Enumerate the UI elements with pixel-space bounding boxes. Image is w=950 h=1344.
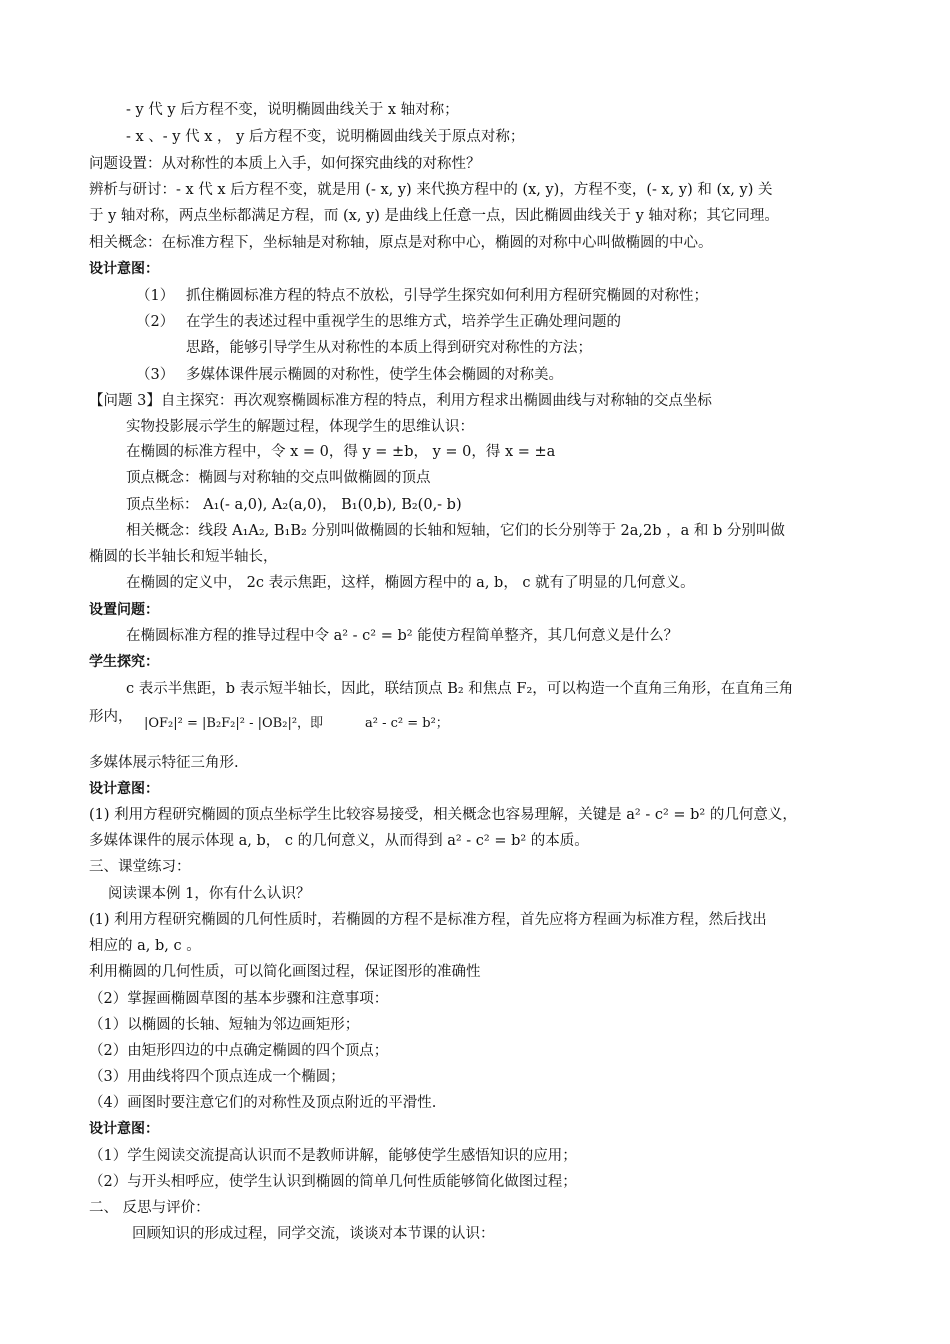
text-line: 形内， bbox=[89, 709, 133, 725]
text-line: 辨析与研讨：- x 代 x 后方程不变，就是用 (- x, y) 来代换方程中的 (x, y)，方程不变，(- x, y) 和 (x, y) 关 bbox=[89, 182, 773, 198]
section-heading: 设计意图： bbox=[89, 261, 159, 277]
text-line: 问题设置：从对称性的本质上入手，如何探究曲线的对称性？ bbox=[89, 156, 481, 172]
text-line: 在椭圆的标准方程中，令 x = 0，得 y = ±b， y = 0，得 x = ±a bbox=[126, 444, 556, 460]
section-heading: 设计意图： bbox=[89, 1121, 159, 1137]
section-heading: 设置问题： bbox=[89, 602, 159, 618]
text-line: 相关概念：在标准方程下，坐标轴是对称轴，原点是对称中心，椭圆的对称中心叫做椭圆的中心。 bbox=[89, 235, 713, 251]
text-line: （2）与开头相呼应，使学生认识到椭圆的简单几何性质能够简化做图过程； bbox=[89, 1174, 577, 1190]
list-number: （1） bbox=[136, 288, 175, 304]
list-item: 多媒体课件展示椭圆的对称性，使学生体会椭圆的对称美。 bbox=[186, 367, 563, 383]
text-line: 利用椭圆的几何性质，可以简化画图过程，保证图形的准确性 bbox=[89, 964, 481, 980]
text-line: 在椭圆的定义中， 2c 表示焦距，这样，椭圆方程中的 a, b， c 就有了明显的几何意义。 bbox=[126, 575, 695, 591]
text-line: (1) 利用方程研究椭圆的顶点坐标学生比较容易接受，相关概念也容易理解，关键是 a² - c² = b² 的几何意义， bbox=[89, 807, 797, 823]
text-line: 顶点概念：椭圆与对称轴的交点叫做椭圆的顶点 bbox=[126, 470, 431, 486]
text-line: c 表示半焦距，b 表示短半轴长，因此，联结顶点 B₂ 和焦点 F₂，可以构造一个直角三角形，在直角三角 bbox=[126, 681, 794, 697]
text-line: - x 、- y 代 x ， y 后方程不变，说明椭圆曲线关于原点对称； bbox=[126, 129, 525, 145]
text-line: 在椭圆标准方程的推导过程中令 a² - c² = b² 能使方程简单整齐，其几何意义是什么？ bbox=[126, 628, 679, 644]
equation: a² - c² = b²； bbox=[365, 716, 449, 731]
equation: |OF₂|² = |B₂F₂|² - |OB₂|²，即 bbox=[144, 716, 324, 731]
text-line: 多媒体展示特征三角形. bbox=[89, 755, 239, 771]
text-line: (1) 利用方程研究椭圆的几何性质时，若椭圆的方程不是标准方程，首先应将方程画为标准方程，然后找出 bbox=[89, 912, 767, 928]
text-line: - y 代 y 后方程不变，说明椭圆曲线关于 x 轴对称； bbox=[126, 102, 459, 118]
list-number: （2） bbox=[136, 314, 175, 330]
section-heading: 学生探究： bbox=[89, 654, 159, 670]
text-line: （2）由矩形四边的中点确定椭圆的四个顶点； bbox=[89, 1043, 389, 1059]
text-line: （1）学生阅读交流提高认识而不是教师讲解，能够使学生感悟知识的应用； bbox=[89, 1148, 577, 1164]
section-heading: 三、课堂练习： bbox=[89, 859, 191, 875]
problem-heading: 【问题 3】自主探究：再次观察椭圆标准方程的特点，利用方程求出椭圆曲线与对称轴的交点坐标 bbox=[89, 393, 712, 409]
text-line: 相关概念：线段 A₁A₂, B₁B₂ 分别叫做椭圆的长轴和短轴，它们的长分别等于 2a,2b ，a 和 b 分别叫做 bbox=[126, 523, 785, 539]
list-item: 在学生的表述过程中重视学生的思维方式，培养学生正确处理问题的 bbox=[186, 314, 621, 330]
text-line: 阅读课本例 1，你有什么认识？ bbox=[108, 886, 311, 902]
text-line: （4）画图时要注意它们的对称性及顶点附近的平滑性. bbox=[89, 1095, 437, 1111]
list-item: 思路，能够引导学生从对称性的本质上得到研究对称性的方法； bbox=[186, 340, 592, 356]
section-heading: 设计意图： bbox=[89, 781, 159, 797]
list-item: 抓住椭圆标准方程的特点不放松，引导学生探究如何利用方程研究椭圆的对称性； bbox=[186, 288, 708, 304]
text-line: 实物投影展示学生的解题过程，体现学生的思维认识： bbox=[126, 419, 474, 435]
list-number: （3） bbox=[136, 367, 175, 383]
section-heading: 二、 反思与评价： bbox=[89, 1200, 210, 1216]
text-line: （1）以椭圆的长轴、短轴为邻边画矩形； bbox=[89, 1017, 360, 1033]
text-line: 顶点坐标： A₁(- a,0), A₂(a,0)， B₁(0,b), B₂(0,- b) bbox=[126, 497, 462, 513]
text-line: 回顾知识的形成过程，同学交流，谈谈对本节课的认识： bbox=[132, 1226, 495, 1242]
text-line: 椭圆的长半轴长和短半轴长， bbox=[89, 549, 278, 565]
text-line: （2）掌握画椭圆草图的基本步骤和注意事项： bbox=[89, 991, 389, 1007]
text-line: 多媒体课件的展示体现 a, b， c 的几何意义，从而得到 a² - c² = b² 的本质。 bbox=[89, 833, 589, 849]
text-line: 相应的 a, b, c 。 bbox=[89, 938, 201, 954]
text-line: （3）用曲线将四个顶点连成一个椭圆； bbox=[89, 1069, 345, 1085]
text-line: 于 y 轴对称，两点坐标都满足方程，而 (x, y) 是曲线上任意一点，因此椭圆曲线关于 y 轴对称；其它同理。 bbox=[89, 208, 779, 224]
